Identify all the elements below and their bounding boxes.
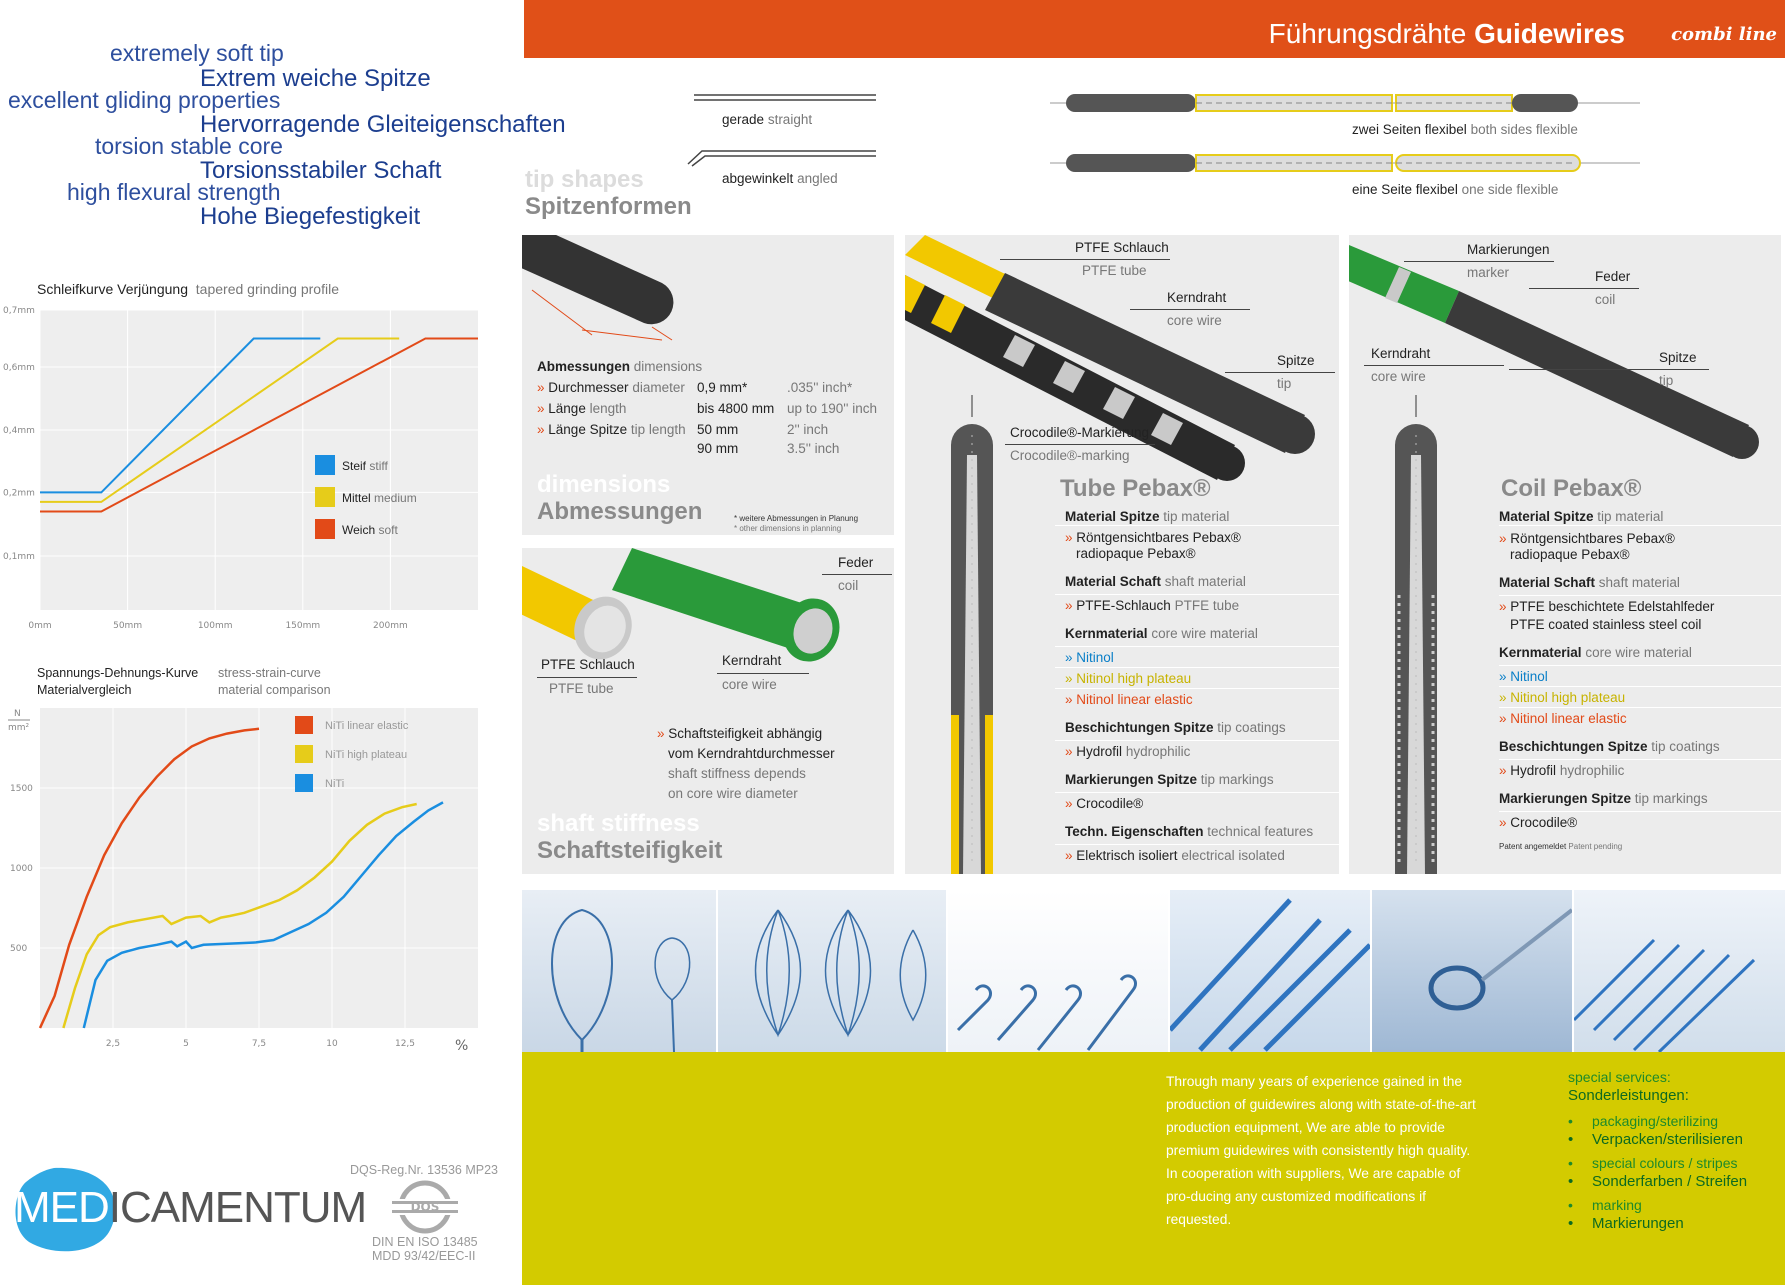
chart1-y-tick: 0,1mm [3, 552, 35, 562]
coil-spec-5-de: Markierungen Spitze [1499, 791, 1632, 806]
chart2-legend-swatch [295, 774, 313, 792]
photo-cages [718, 890, 946, 1052]
photo-tips-row [1574, 890, 1785, 1052]
dimension-row-1-val: 0,9 mm* [697, 380, 748, 395]
tube-spec-6 [1055, 813, 1339, 844]
tube-pebax-panel: PTFE Schlauch PTFE tube Kerndraht core wire Spitze tip Crocodile®-Markierung Crocodile®-marking Tube Pebax® Material Spitze tip material » Röntgensichtbares Pebax® radiopaque Pebax® Material Schaft shaft material » PTFE-Schlauch PTFE tube Kernmaterial core wire material » Nitinol » Nitinol high plateau » Nitinol linear elastic Beschichtungen Spitze tip coatings » Hydrofil hydrophilic Markierungen Spitze tip markings » Crocodile® Techn. Eigenschaften technical features » Elektrisch isoliert electrical isolated [905, 235, 1339, 874]
chart1-title-en: tapered grinding profile [195, 281, 339, 297]
tube-spec-2-en: shaft material [1164, 574, 1246, 589]
basket-photo-illustration [522, 890, 716, 1052]
coil-spec-2 [1499, 564, 1781, 595]
tube-spec-6-v-de: Elektrisch isoliert [1076, 848, 1178, 863]
chart2-x-unit: % [455, 1038, 469, 1054]
feature-2-de: Hervorragende Gleiteigenschaften [200, 111, 566, 138]
chart2-x-tick: 10 [326, 1039, 338, 1049]
tube-ptfe-en: PTFE tube [1082, 263, 1147, 278]
dqs-badge-icon [390, 1180, 460, 1234]
dqs-badge-text: DQS [410, 1200, 440, 1214]
coil-mark-en: marker [1467, 265, 1510, 280]
straight-wire-photo-illustration [1170, 890, 1370, 1052]
service-2-en: special colours / stripes [1592, 1155, 1738, 1171]
chart2-x-tick: 7,5 [251, 1039, 267, 1049]
service-2-de: Sonderfarben / Streifen [1592, 1173, 1748, 1190]
feature-2-en: excellent gliding properties [8, 87, 281, 113]
header-title-en: Guidewires [1474, 18, 1625, 49]
coil-spec-4-v-de: Hydrofil [1510, 763, 1557, 778]
wire-both-sides-de: zwei Seiten flexibel [1352, 122, 1467, 137]
services-en: special services: [1568, 1069, 1671, 1085]
tip-straight-label [722, 113, 812, 127]
chart2-subtitle-en: stress-strain-curve [218, 666, 321, 680]
chart1-plot-area [40, 310, 478, 610]
feature-3-en: torsion stable core [95, 133, 283, 159]
photo-loop [1372, 890, 1572, 1052]
chart1-legend-swatch [315, 519, 335, 539]
tube-spec-3-en: core wire material [1151, 626, 1258, 641]
cert-mdd: MDD 93/42/EEC-II [372, 1249, 476, 1263]
company-paragraph [1166, 1070, 1476, 1231]
loop-photo-illustration [1372, 890, 1572, 1052]
tube-title: Tube Pebax® [1060, 475, 1211, 502]
coil-spec-4-de: Beschichtungen Spitze [1499, 739, 1648, 754]
dimension-row-2-de: Länge [548, 401, 586, 416]
tip-angled-en: angled [797, 171, 838, 186]
coil-spec-5-v: Crocodile® [1510, 815, 1578, 830]
coil-spec-1-en: tip material [1597, 509, 1664, 524]
shaft-ptfe-de: PTFE Schlauch [541, 657, 635, 672]
tube-spec-4-de: Beschichtungen Spitze [1065, 720, 1214, 735]
dimension-row-2-en: length [589, 401, 627, 416]
header-tagline: combi line [1671, 24, 1777, 45]
tube-spec-2-v-en: PTFE tube [1174, 598, 1240, 613]
coil-spitze-de: Spitze [1659, 350, 1697, 365]
paragraph-line-2: production of guidewires along with state-of-the-art [1166, 1097, 1476, 1112]
coil-spec-1 [1499, 505, 1781, 525]
tube-spec-3-de: Kernmaterial [1065, 626, 1148, 641]
chart1-x-tick: 0mm [28, 621, 52, 630]
tip-straight-en: straight [767, 112, 813, 127]
service-1-de: Verpacken/sterilisieren [1592, 1131, 1743, 1148]
dimension-row-3-en: tip length [630, 422, 686, 437]
coil-spec-4-v-en: hydrophilic [1559, 763, 1625, 778]
tube-croc-de: Crocodile®-Markierung [1010, 425, 1149, 440]
chart2-x-tick: 12,5 [394, 1039, 416, 1049]
coil-spec-3-en: core wire material [1585, 645, 1692, 660]
shaft-stiffness-panel [522, 548, 894, 874]
coil-patent-en: Patent pending [1568, 842, 1623, 851]
tube-spec-1-en: tip material [1163, 509, 1230, 524]
coil-spec-3-c: Nitinol linear elastic [1510, 711, 1627, 726]
chart2-y-unit-num: N [14, 709, 21, 719]
tube-spec-5 [1055, 761, 1339, 792]
chart2-legend-swatch [295, 716, 313, 734]
tube-spec-1 [1055, 505, 1339, 525]
wire-one-side-flexible-illustration [1050, 148, 1640, 178]
tip-shapes-title-de: Spitzenformen [525, 193, 692, 220]
dimension-row-3: » Länge Spitze tip length [537, 422, 686, 437]
stress-strain-chart [0, 700, 490, 1075]
dimension-row-2: » Länge length [537, 401, 627, 416]
shaft-cross-section-illustration [522, 548, 894, 698]
wire-both-sides-en: both sides flexible [1470, 122, 1578, 137]
chart1-legend-label: Mittel medium [342, 491, 417, 505]
tip-shape-angled-illustration [684, 146, 880, 168]
tube-spec-4-en: tip coatings [1217, 720, 1286, 735]
dimension-row-3-de: Länge Spitze [548, 422, 628, 437]
chart2-y-tick: 1500 [10, 784, 33, 794]
paragraph-line-1: Through many years of experience gained in the [1166, 1074, 1463, 1089]
dimensions-panel [522, 235, 894, 535]
tube-spec-5-en: tip markings [1200, 772, 1274, 787]
tip-angled-label [722, 172, 838, 186]
coil-spec-3 [1499, 634, 1781, 665]
grinding-profile-chart [0, 300, 490, 630]
paragraph-line-6: pro-ducing any customized modifications if [1166, 1189, 1426, 1204]
j-tip-photo-illustration [948, 890, 1168, 1052]
logo-part2: ICAMENTUM [108, 1183, 367, 1232]
coil-spec-2-v-de: PTFE beschichtete Edelstahlfeder [1510, 599, 1715, 614]
tips-row-photo-illustration [1574, 890, 1785, 1052]
tube-spec-3-b: Nitinol high plateau [1076, 671, 1192, 686]
dimensions-header [537, 360, 702, 374]
tube-ptfe-de: PTFE Schlauch [1075, 240, 1169, 255]
coil-feder-en: coil [1595, 292, 1616, 307]
tip-shapes-title-en: tip shapes [525, 166, 644, 193]
dimension-row-4-inch: 3.5'' inch [787, 441, 840, 456]
coil-spec-2-v-en: PTFE coated stainless steel coil [1510, 617, 1702, 632]
coil-spec-1-de: Material Spitze [1499, 509, 1594, 524]
shaft-desc: » Schaftsteifigkeit abhängig vom Kerndrahtdurchmesser shaft stiffness depends on core wire diameter [657, 724, 835, 804]
logo-part1: MED [14, 1183, 109, 1232]
coil-spitze-en: tip [1659, 373, 1674, 388]
dimension-row-3-val: 50 mm [697, 422, 739, 437]
wire-one-side-de: eine Seite flexibel [1352, 182, 1458, 197]
tube-kern-de: Kerndraht [1167, 290, 1227, 305]
service-3-de: Markierungen [1592, 1215, 1684, 1232]
chart1-y-tick: 0,6mm [3, 363, 35, 373]
chart2-y-tick: 1000 [10, 864, 33, 874]
dimension-row-1-inch: .035'' inch* [787, 380, 853, 395]
chart2-subtitle-en2: material comparison [218, 683, 331, 697]
shaft-desc-de2: vom Kerndrahtdurchmesser [668, 746, 835, 761]
services-list: • packaging/sterilizing • Verpacken/sterilisieren • special colours / stripes • Sonderfarben / Streifen • marking • Markierungen [1568, 1113, 1748, 1232]
tube-vertical-wire-illustration [943, 395, 1003, 874]
shaft-kern-en: core wire [722, 677, 777, 692]
paragraph-line-5: In cooperation with suppliers, We are capable of [1166, 1166, 1461, 1181]
cert-reg: DQS-Reg.Nr. 13536 MP23 [350, 1163, 498, 1177]
tube-spitze-de: Spitze [1277, 353, 1315, 368]
chart1-y-tick: 0,7mm [3, 306, 35, 316]
coil-kern-de: Kerndraht [1371, 346, 1431, 361]
dimension-row-1-de: Durchmesser [548, 380, 629, 395]
coil-title: Coil Pebax® [1501, 475, 1642, 502]
chart1-y-tick: 0,2mm [3, 488, 35, 499]
chart2-legend-swatch [295, 745, 313, 763]
tube-spec-6-en: technical features [1207, 824, 1314, 839]
chart2-y-tick: 500 [10, 944, 28, 954]
shaft-feder-en: coil [838, 578, 859, 593]
tube-spec-3-c: Nitinol linear elastic [1076, 692, 1193, 707]
shaft-desc-en1: shaft stiffness depends [668, 766, 806, 781]
feature-1-de: Extrem weiche Spitze [200, 65, 431, 92]
feature-4-de: Hohe Biegefestigkeit [200, 203, 421, 230]
dimension-row-2-inch: up to 190'' inch [787, 401, 877, 416]
coil-spec-1-v-de: Röntgensichtbares Pebax® [1510, 531, 1675, 546]
coil-patent-de: Patent angemeldet [1499, 842, 1567, 851]
coil-spec-5 [1499, 780, 1781, 811]
feature-3-de: Torsionsstabiler Schaft [200, 157, 442, 184]
chart2-legend-label: NiTi [325, 778, 345, 790]
chart1-title-de: Schleifkurve Verjüngung [37, 281, 188, 297]
header-title [1269, 18, 1625, 50]
shaft-desc-de1: Schaftsteifigkeit abhängig [668, 726, 823, 741]
tip-shape-straight-illustration [690, 92, 880, 106]
dimensions-title-en: dimensions [537, 471, 671, 498]
dimensions-note-en: * other dimensions in planning [734, 524, 842, 533]
tube-spec-4-v-de: Hydrofil [1076, 744, 1123, 759]
shaft-title-en: shaft stiffness [537, 810, 700, 837]
tip-straight-de: gerade [722, 112, 765, 127]
coil-pebax-panel: Markierungen marker Feder coil Kerndraht core wire Spitze tip Coil Pebax® Material Spitze tip material » Röntgensichtbares Pebax® radiopaque Pebax® Material Schaft shaft material » PTFE beschichtete Edelstahlfeder PTFE coated stainless steel coil Kernmaterial core wire material » Nitinol » Nitinol high plateau » Nitinol linear elastic Beschichtungen Spitze tip coatings » Hydrofil hydrophilic Markierungen Spitze tip markings » Crocodile® Patent angemeldet Patent pending [1349, 235, 1781, 874]
tube-spec-2-v-de: PTFE-Schlauch [1076, 598, 1171, 613]
service-1-en: packaging/sterilizing [1592, 1113, 1719, 1129]
chart2-title [37, 665, 198, 699]
wire-both-sides-flexible-illustration [1050, 88, 1640, 118]
wire-one-side-en: one side flexible [1461, 182, 1559, 197]
chart1-legend-label: Weich soft [342, 523, 398, 537]
tube-spec-3-a: Nitinol [1076, 650, 1114, 665]
header-bar [524, 0, 1785, 58]
coil-spec-4 [1499, 728, 1781, 759]
coil-spec-3-de: Kernmaterial [1499, 645, 1582, 660]
chart1-x-tick: 150mm [285, 621, 321, 630]
tube-spitze-en: tip [1277, 376, 1292, 391]
photo-baskets [522, 890, 716, 1052]
paragraph-line-3: production equipment, We are able to provide [1166, 1120, 1445, 1135]
chart2-title-de2: Materialvergleich [37, 683, 132, 697]
shaft-feder-de: Feder [838, 555, 874, 570]
chart1-x-tick: 200mm [373, 621, 408, 630]
chart1-legend-swatch [315, 487, 335, 507]
chart2-y-unit-den: mm² [8, 723, 30, 733]
chart1-y-tick: 0,4mm [3, 426, 35, 436]
chart2-x-tick: 2,5 [105, 1039, 121, 1049]
chart2-subtitle [218, 665, 331, 699]
dimensions-title-de: Abmessungen [537, 498, 703, 525]
chart1-legend-label: Steif stiff [342, 459, 388, 473]
photo-j-tips [948, 890, 1168, 1052]
tube-spec-2 [1055, 563, 1339, 594]
shaft-title-de: Schaftsteifigkeit [537, 837, 723, 864]
dimension-row-2-val: bis 4800 mm [697, 401, 775, 416]
wire-both-sides-label [1352, 123, 1578, 137]
chart2-legend-label: NiTi linear elastic [325, 720, 409, 732]
coil-mark-de: Markierungen [1467, 242, 1550, 257]
bottom-band [522, 1052, 1785, 1285]
chart1-x-tick: 100mm [197, 621, 233, 630]
dimension-row-4-val: 90 mm [697, 441, 739, 456]
chart2-title-de: Spannungs-Dehnungs-Kurve [37, 666, 199, 680]
coil-spec-4-en: tip coatings [1651, 739, 1720, 754]
coil-spec-5-en: tip markings [1634, 791, 1708, 806]
chart1-title [37, 281, 339, 297]
tube-spec-2-de: Material Schaft [1065, 574, 1162, 589]
tube-spec-4 [1055, 709, 1339, 740]
cage-photo-illustration [718, 890, 946, 1052]
tube-spec-4-v-en: hydrophilic [1125, 744, 1191, 759]
tube-spec-5-de: Markierungen Spitze [1065, 772, 1198, 787]
coil-spec-3-a: Nitinol [1510, 669, 1548, 684]
dimension-wire-illustration [522, 235, 894, 355]
tube-spec-3 [1055, 615, 1339, 646]
header-title-de: Führungsdrähte [1268, 18, 1467, 49]
medicamentum-logo [14, 1162, 367, 1254]
paragraph-line-7: requested. [1166, 1212, 1232, 1227]
coil-spec-2-en: shaft material [1598, 575, 1680, 590]
tip-angled-de: abgewinkelt [722, 171, 794, 186]
coil-spec-1-v-en: radiopaque Pebax® [1510, 547, 1630, 562]
chart1-x-tick: 50mm [113, 621, 143, 630]
tube-croc-en: Crocodile®-marking [1010, 448, 1130, 463]
tube-spec-1-v-de: Röntgensichtbares Pebax® [1076, 530, 1241, 545]
coil-patent [1499, 832, 1781, 851]
service-3-en: marking [1592, 1197, 1642, 1213]
coil-spec-3-b: Nitinol high plateau [1510, 690, 1626, 705]
photo-straight-wires [1170, 890, 1370, 1052]
services-de: Sonderleistungen: [1568, 1087, 1689, 1104]
dimensions-header-en: dimensions [633, 359, 703, 374]
coil-spec-2-de: Material Schaft [1499, 575, 1596, 590]
tube-spec-6-de: Techn. Eigenschaften [1065, 824, 1204, 839]
shaft-ptfe-en: PTFE tube [549, 681, 614, 696]
tube-spec-6-v-en: electrical isolated [1181, 848, 1285, 863]
paragraph-line-4: premium guidewires with consistently high quality. [1166, 1143, 1471, 1158]
feature-1-en: extremely soft tip [110, 40, 284, 66]
tube-spec-5-v: Crocodile® [1076, 796, 1144, 811]
dimensions-note-de: * weitere Abmessungen in Planung [734, 514, 859, 523]
chart2-legend-label: NiTi high plateau [325, 749, 408, 761]
cert-iso: DIN EN ISO 13485 [372, 1235, 478, 1249]
wire-one-side-label [1352, 183, 1558, 197]
shaft-desc-en2: on core wire diameter [668, 786, 798, 801]
coil-vertical-wire-illustration [1387, 395, 1447, 874]
dimension-row-3-inch: 2'' inch [787, 422, 829, 437]
dimension-row-1: » Durchmesser diameter [537, 380, 685, 395]
coil-kern-en: core wire [1371, 369, 1426, 384]
dimension-row-1-en: diameter [632, 380, 685, 395]
chart2-x-tick: 5 [183, 1039, 189, 1049]
tube-spec-1-v-en: radiopaque Pebax® [1076, 546, 1196, 561]
coil-feder-de: Feder [1595, 269, 1631, 284]
tube-kern-en: core wire [1167, 313, 1222, 328]
dimensions-header-de: Abmessungen [537, 359, 631, 374]
chart1-legend-swatch [315, 455, 335, 475]
shaft-kern-de: Kerndraht [722, 653, 782, 668]
feature-4-en: high flexural strength [67, 179, 281, 205]
tube-spec-1-de: Material Spitze [1065, 509, 1160, 524]
